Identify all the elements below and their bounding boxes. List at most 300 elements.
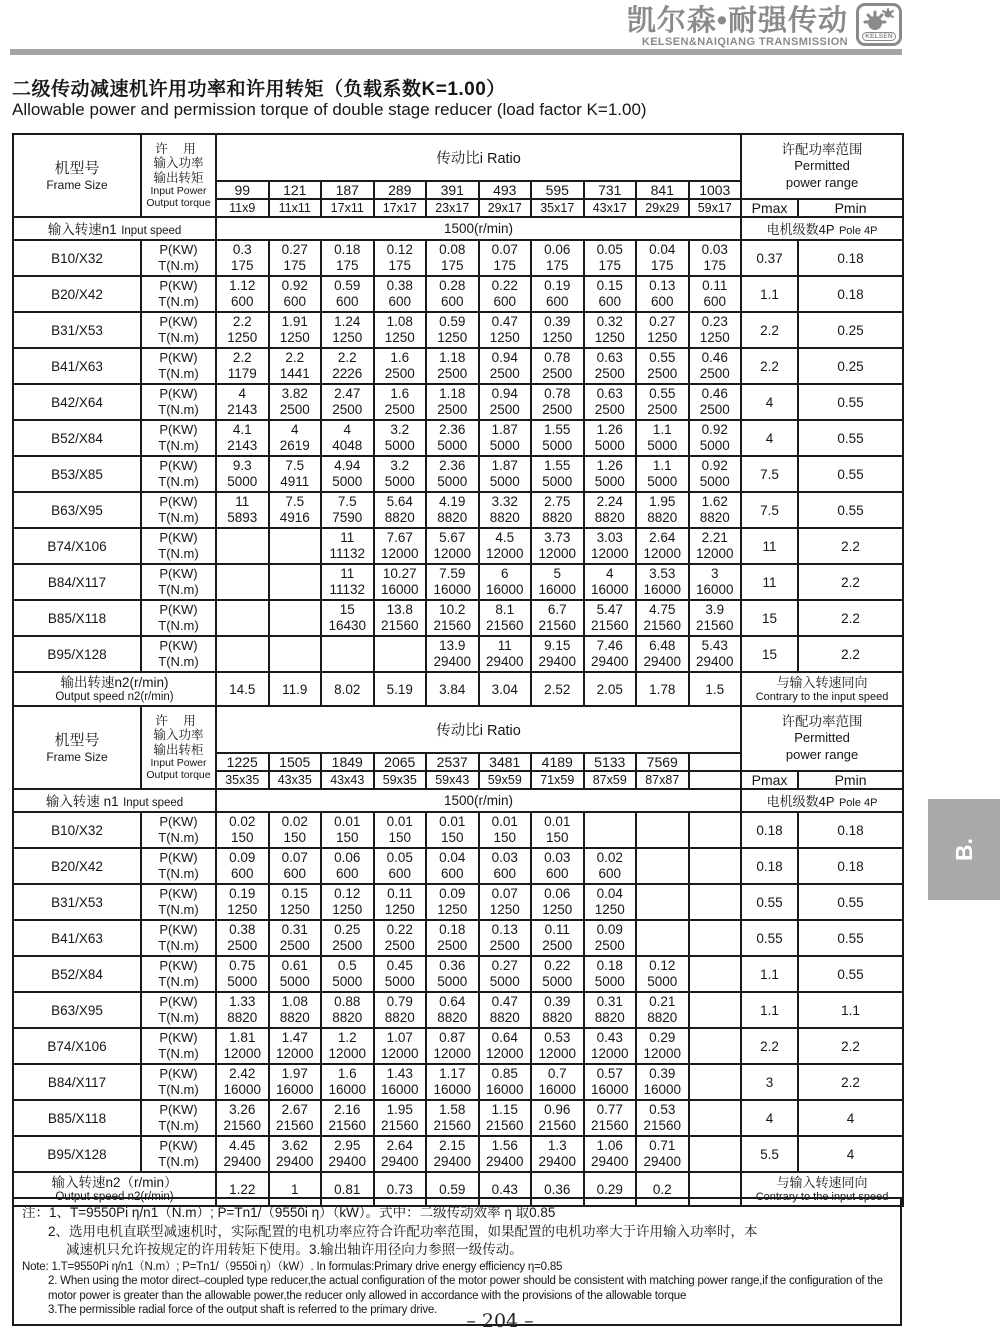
p-value: 0.11 — [544, 921, 570, 937]
input-power-en: Input Power — [150, 185, 207, 198]
input-power-cn: 输入功率 — [153, 728, 204, 743]
power-torque-cell — [374, 420, 427, 456]
p-value: 1.3 — [547, 1137, 567, 1153]
power-torque-cell — [426, 564, 479, 600]
p-value: 1.18 — [439, 385, 466, 401]
power-torque-cell — [321, 276, 374, 312]
t-value: 1250 — [647, 330, 678, 345]
power-torque-cell — [689, 1028, 742, 1064]
t-value: 21560 — [485, 1118, 524, 1133]
output-speed-value: 1.22 — [216, 1172, 269, 1206]
table-row — [13, 1064, 903, 1100]
p-unit-label: P(KW) — [159, 813, 198, 829]
t-value: 8820 — [647, 510, 678, 525]
power-torque-cell — [269, 528, 322, 564]
t-value: 2500 — [279, 402, 310, 417]
power-torque-unit-label — [141, 312, 216, 348]
power-torque-cell — [321, 492, 374, 528]
p-value: 1.95 — [649, 493, 676, 509]
p-value: 1.87 — [491, 421, 518, 437]
frame-size-cell: B95/X128 — [13, 1136, 141, 1172]
p-value: 0.06 — [544, 885, 571, 901]
t-value: 12000 — [223, 1046, 262, 1061]
frame-size-cell: B41/X63 — [13, 920, 141, 956]
power-torque-cell — [479, 384, 532, 420]
power-torque-cell — [531, 1100, 584, 1136]
pmin-value: 0.18 — [798, 848, 903, 884]
p-value: 0.39 — [649, 1065, 676, 1081]
t-value: 21560 — [275, 1118, 314, 1133]
t-value: 11132 — [329, 582, 366, 597]
t-value: 1250 — [594, 902, 625, 917]
power-torque-unit-label — [141, 240, 216, 276]
power-torque-cell — [321, 348, 374, 384]
p-value: 5.47 — [596, 601, 623, 617]
p-value: 0.3 — [232, 241, 252, 257]
table-row — [13, 528, 903, 564]
t-value: 175 — [598, 258, 622, 273]
power-torque-unit-label — [141, 348, 216, 384]
ratio-header-cell: 121 — [269, 181, 322, 199]
p-value: 7.5 — [285, 457, 305, 473]
t-value: 2500 — [542, 366, 573, 381]
p-value: 0.38 — [229, 921, 256, 937]
power-torque-cell — [216, 1136, 269, 1172]
t-value: 5000 — [594, 438, 625, 453]
p-value: 2.2 — [337, 349, 357, 365]
frame-size-en: Frame Size — [46, 178, 108, 192]
power-torque-unit-label — [141, 884, 216, 920]
p-value: 0.77 — [596, 1101, 623, 1117]
power-torque-cell — [216, 348, 269, 384]
t-value: 600 — [230, 866, 254, 881]
t-value: 600 — [545, 866, 569, 881]
t-value: 2500 — [489, 938, 520, 953]
permitted-en1: Permitted — [794, 730, 850, 746]
power-torque-cell — [374, 492, 427, 528]
power-torque-cell — [636, 528, 689, 564]
power-torque-cell — [216, 1100, 269, 1136]
table-row — [13, 1136, 903, 1172]
pmin-value: 0.55 — [798, 956, 903, 992]
frame-size-cell: B85/X118 — [13, 1100, 141, 1136]
kelsen-logo-badge — [856, 3, 902, 46]
t-value: 5000 — [384, 438, 415, 453]
t-value: 2500 — [699, 366, 730, 381]
output-speed-value: 0.73 — [374, 1172, 427, 1206]
output-torque-cn: 输出转柜 — [153, 742, 204, 757]
power-torque-cell — [374, 848, 427, 884]
p-value: 0.01 — [544, 813, 571, 829]
output-speed-value: 8.02 — [321, 672, 374, 706]
power-torque-cell — [216, 528, 269, 564]
p-value: 7.46 — [596, 637, 623, 653]
page-number: – 204 – — [466, 1310, 534, 1332]
output-speed-value: 5.19 — [374, 672, 427, 706]
p-value: 0.36 — [439, 957, 466, 973]
t-value: 12000 — [433, 546, 472, 561]
power-torque-cell — [584, 812, 637, 848]
power-torque-cell — [689, 456, 742, 492]
p-value: 0.15 — [596, 277, 623, 293]
input-speed-en: Input speed — [121, 225, 182, 237]
p-value: 1.1 — [652, 457, 672, 473]
p-value: 0.31 — [281, 921, 308, 937]
p-value: 15 — [339, 601, 355, 617]
pmax-header: Pmax — [741, 199, 798, 217]
p-value: 0.85 — [491, 1065, 518, 1081]
ratio-header-cell: 99 — [216, 181, 269, 199]
pmax-value: 1.1 — [741, 956, 798, 992]
note-line: 3.The permissible radial force of the output shaft is referred to the primary drive. — [48, 1304, 438, 1316]
p-value: 3.62 — [281, 1137, 308, 1153]
t-value: 12000 — [485, 1046, 524, 1061]
p-value: 0.13 — [649, 277, 676, 293]
pmax-value: 3 — [741, 1064, 798, 1100]
p-value: 0.12 — [334, 885, 361, 901]
frame-size-cell: B84/X117 — [13, 564, 141, 600]
pmin-value: 2.2 — [798, 600, 903, 636]
input-power-en: Input Power — [150, 757, 207, 770]
t-value: 600 — [598, 866, 622, 881]
ratio-header-cell: 841 — [636, 181, 689, 199]
note-line: 注：1、T=9550Pi η/n1（N.m）; P=Tn1/（9550i η）（kW）。式中：二级传动效率 η 取0.85 — [22, 1205, 556, 1220]
power-torque-cell — [584, 312, 637, 348]
pmax-header: Pmax — [741, 771, 798, 789]
table-row — [13, 348, 903, 384]
page-title-en: Allowable power and permission torque of double stage reducer (load factor K=1.00) — [12, 100, 647, 119]
output-speed-label-en: Output speed n2(r/min) — [55, 690, 174, 703]
power-torque-cell — [531, 312, 584, 348]
gear-combo-cell: 59x43 — [426, 771, 479, 789]
pole-en: Pole 4P — [838, 224, 878, 237]
t-value: 8820 — [542, 510, 573, 525]
t-value: 600 — [283, 294, 307, 309]
allow-line: 许 用 — [155, 713, 202, 728]
power-torque-cell — [636, 1064, 689, 1100]
p-value: 4.45 — [229, 1137, 256, 1153]
power-torque-cell — [636, 812, 689, 848]
p-value: 0.27 — [491, 957, 518, 973]
t-value: 600 — [493, 294, 517, 309]
t-value: 150 — [493, 830, 517, 845]
t-value: 1250 — [332, 330, 363, 345]
p-value: 0.23 — [701, 313, 728, 329]
power-torque-cell — [216, 564, 269, 600]
frame-size-cell: B52/X84 — [13, 420, 141, 456]
t-value: 1250 — [279, 902, 310, 917]
pmin-value: 0.18 — [798, 812, 903, 848]
t-value: 175 — [703, 258, 727, 273]
brand-block — [627, 6, 848, 48]
t-value: 175 — [545, 258, 569, 273]
p-value: 2.24 — [596, 493, 623, 509]
note-line: 2. When using the motor direct–coupled type reducer,the actual configuration of the motor power should be consistent with matching power range,if the configuration of the — [48, 1275, 883, 1287]
t-value: 1250 — [542, 330, 573, 345]
power-torque-cell — [531, 528, 584, 564]
power-torque-cell — [269, 1064, 322, 1100]
t-value: 12000 — [433, 1046, 472, 1061]
p-unit-label: P(KW) — [159, 421, 198, 437]
p-value: 0.64 — [439, 993, 466, 1009]
power-torque-cell — [531, 564, 584, 600]
power-torque-cell — [689, 1064, 742, 1100]
p-unit-label: P(KW) — [159, 1137, 198, 1153]
p-value: 2.42 — [229, 1065, 256, 1081]
p-value: 0.11 — [387, 885, 413, 901]
power-torque-cell — [426, 600, 479, 636]
t-unit-label: T(N.m) — [158, 1118, 199, 1133]
t-value: 8820 — [594, 1010, 625, 1025]
table-row — [13, 992, 903, 1028]
t-unit-label: T(N.m) — [158, 510, 199, 525]
t-value: 1250 — [279, 330, 310, 345]
power-torque-cell — [636, 564, 689, 600]
t-value: 5000 — [647, 974, 678, 989]
p-value: 0.47 — [491, 313, 518, 329]
permitted-power-header — [741, 706, 903, 771]
power-torque-unit-label — [141, 1100, 216, 1136]
power-torque-cell — [636, 1136, 689, 1172]
input-speed-label — [13, 789, 216, 812]
t-value: 8820 — [332, 1010, 363, 1025]
power-torque-unit-label — [141, 384, 216, 420]
power-torque-cell — [374, 1064, 427, 1100]
t-value: 150 — [388, 830, 412, 845]
t-value: 12000 — [590, 546, 629, 561]
p-value: 0.08 — [439, 241, 466, 257]
power-torque-cell — [584, 492, 637, 528]
p-value: 3.2 — [390, 421, 410, 437]
p-value: 0.64 — [491, 1029, 518, 1045]
power-torque-cell — [584, 528, 637, 564]
note-line: motor power is greater than the allowable power,the reducer only allowed in accordance with the provisions of the allowable torque — [48, 1289, 687, 1302]
pmax-value: 0.18 — [741, 812, 798, 848]
t-unit-label: T(N.m) — [158, 974, 199, 989]
t-value: 1250 — [227, 902, 258, 917]
t-value: 21560 — [696, 618, 734, 633]
t-value: 5893 — [227, 510, 258, 525]
t-value: 12000 — [380, 1046, 419, 1061]
power-torque-unit-label — [141, 528, 216, 564]
power-torque-cell — [216, 276, 269, 312]
p-value: 4.94 — [334, 457, 361, 473]
power-torque-cell — [584, 600, 637, 636]
output-torque-cn: 输出转矩 — [153, 170, 204, 185]
t-value: 5000 — [542, 974, 573, 989]
power-torque-cell — [216, 240, 269, 276]
pmin-value: 0.55 — [798, 384, 903, 420]
power-torque-cell — [689, 312, 742, 348]
ratio-header-cell: 595 — [531, 181, 584, 199]
ratio-header-cell: 5133 — [584, 753, 637, 771]
t-value: 2500 — [594, 402, 625, 417]
power-torque-cell — [584, 1064, 637, 1100]
t-value: 2500 — [489, 366, 520, 381]
direction-note-en: Contrary to the input speed — [755, 1191, 889, 1203]
t-value: 2500 — [542, 402, 573, 417]
p-unit-label: P(KW) — [159, 565, 198, 581]
p-value: 1.97 — [281, 1065, 308, 1081]
power-torque-cell — [531, 1136, 584, 1172]
p-value: 0.04 — [596, 885, 623, 901]
input-speed-cn: 输入转速n1 — [47, 222, 117, 237]
t-value: 600 — [440, 866, 464, 881]
frame-size-cell: B74/X106 — [13, 528, 141, 564]
pmin-value: 0.18 — [798, 240, 903, 276]
power-torque-cell — [636, 992, 689, 1028]
p-value: 0.28 — [439, 277, 466, 293]
ratio-header-cell: 4189 — [531, 753, 584, 771]
t-value: 12000 — [328, 1046, 367, 1061]
t-unit-label: T(N.m) — [158, 438, 199, 453]
p-value: 3.82 — [281, 385, 308, 401]
table-row — [13, 312, 903, 348]
pmax-value: 0.37 — [741, 240, 798, 276]
power-torque-cell — [269, 564, 322, 600]
t-value: 600 — [440, 294, 464, 309]
power-torque-cell — [321, 528, 374, 564]
t-value: 2500 — [542, 938, 573, 953]
ratio-header-cell: 1505 — [269, 753, 322, 771]
power-torque-cell — [531, 848, 584, 884]
gear-combo-cell: 43x35 — [269, 771, 322, 789]
power-torque-cell — [689, 884, 742, 920]
output-speed-label-cn: 输出转速n2(r/min) — [60, 674, 169, 690]
t-value: 2500 — [384, 402, 415, 417]
p-value: 3.73 — [544, 529, 571, 545]
p-value: 2.21 — [701, 529, 728, 545]
power-torque-cell — [531, 384, 584, 420]
p-value: 11 — [497, 637, 512, 653]
frame-size-cell: B31/X53 — [13, 312, 141, 348]
p-value: 1.12 — [229, 277, 256, 293]
t-value: 1441 — [279, 366, 310, 381]
pmin-header: Pmin — [798, 199, 903, 217]
input-power-cn: 输入功率 — [153, 156, 204, 171]
p-value: 0.43 — [596, 1029, 623, 1045]
p-unit-label: P(KW) — [159, 993, 198, 1009]
power-torque-cell — [216, 848, 269, 884]
frame-size-header — [13, 706, 141, 789]
brand-name-en: KELSEN&NAIQIANG TRANSMISSION — [641, 36, 848, 48]
t-unit-label: T(N.m) — [158, 1154, 199, 1169]
input-speed-label — [13, 217, 216, 240]
p-value: 0.53 — [544, 1029, 571, 1045]
ratio-header-cell: 289 — [374, 181, 427, 199]
ratio-title: 传动比i Ratio — [216, 134, 741, 181]
power-torque-cell — [689, 384, 742, 420]
t-value: 29400 — [590, 1154, 629, 1169]
power-torque-cell — [216, 636, 269, 672]
p-value: 1.47 — [281, 1029, 308, 1045]
p-value: 0.18 — [334, 241, 361, 257]
p-value: 1.62 — [701, 493, 728, 509]
p-value: 0.22 — [491, 277, 518, 293]
power-torque-cell — [269, 884, 322, 920]
p-value: 3.53 — [649, 565, 676, 581]
t-value: 5000 — [594, 974, 625, 989]
power-torque-cell — [426, 636, 479, 672]
t-value: 8820 — [384, 1010, 415, 1025]
p-value: 11 — [340, 565, 355, 581]
power-torque-cell — [269, 956, 322, 992]
p-value: 0.13 — [491, 921, 518, 937]
output-speed-value: 0.36 — [531, 1172, 584, 1206]
t-value: 29400 — [485, 1154, 524, 1169]
table-row — [13, 420, 903, 456]
page-title-cn: 二级传动减速机许用功率和许用转矩（负载系数K=1.00） — [12, 79, 506, 100]
p-unit-label: P(KW) — [159, 457, 198, 473]
p-value: 0.12 — [649, 957, 676, 973]
p-value: 4.75 — [649, 601, 676, 617]
pmax-value: 0.55 — [741, 920, 798, 956]
output-speed-value: 1 — [269, 1172, 322, 1206]
p-value: 0.96 — [544, 1101, 571, 1117]
p-value: 9.15 — [544, 637, 571, 653]
t-unit-label: T(N.m) — [158, 258, 199, 273]
t-value: 2500 — [437, 938, 468, 953]
p-value: 3.26 — [229, 1101, 256, 1117]
power-torque-cell — [636, 312, 689, 348]
t-unit-label: T(N.m) — [158, 1046, 199, 1061]
power-torque-cell — [374, 384, 427, 420]
t-value: 21560 — [643, 1118, 682, 1133]
power-torque-cell — [216, 884, 269, 920]
p-value: 13.8 — [386, 601, 413, 617]
t-value: 5000 — [542, 474, 573, 489]
p-value: 1.15 — [491, 1101, 518, 1117]
t-value: 5000 — [647, 474, 678, 489]
p-value: 9.3 — [232, 457, 252, 473]
t-value: 600 — [703, 294, 727, 309]
allow-line: 许 用 — [155, 141, 202, 156]
power-torque-cell — [531, 992, 584, 1028]
p-value: 0.27 — [281, 241, 308, 257]
p-unit-label: P(KW) — [159, 493, 198, 509]
t-value: 4916 — [279, 510, 310, 525]
power-torque-cell — [479, 848, 532, 884]
t-value: 2500 — [384, 366, 415, 381]
badge-text: KELSEN — [862, 32, 896, 41]
section-index-letter: B. — [950, 838, 977, 861]
t-value: 16000 — [328, 1082, 367, 1097]
p-value: 0.02 — [596, 849, 623, 865]
power-torque-cell — [321, 1028, 374, 1064]
pmax-value: 0.55 — [741, 884, 798, 920]
power-torque-cell — [269, 600, 322, 636]
p-value: 0.47 — [491, 993, 518, 1009]
power-torque-cell — [531, 600, 584, 636]
frame-size-cell: B42/X64 — [13, 384, 141, 420]
p-value: 1.6 — [337, 1065, 357, 1081]
permitted-en1: Permitted — [794, 158, 850, 174]
p-value: 0.07 — [281, 849, 308, 865]
t-value: 16000 — [485, 1082, 524, 1097]
t-value: 600 — [283, 866, 307, 881]
power-torque-cell — [584, 384, 637, 420]
gear-combo-cell: 59x59 — [479, 771, 532, 789]
t-value: 2619 — [279, 438, 310, 453]
t-value: 2500 — [647, 366, 678, 381]
p-value: 0.75 — [229, 957, 256, 973]
p-value: 0.12 — [386, 241, 413, 257]
p-value: 0.01 — [491, 813, 518, 829]
power-torque-unit-label — [141, 992, 216, 1028]
gear-combo-cell: 11x11 — [269, 199, 322, 217]
t-value: 8820 — [699, 510, 730, 525]
p-unit-label: P(KW) — [159, 1101, 198, 1117]
